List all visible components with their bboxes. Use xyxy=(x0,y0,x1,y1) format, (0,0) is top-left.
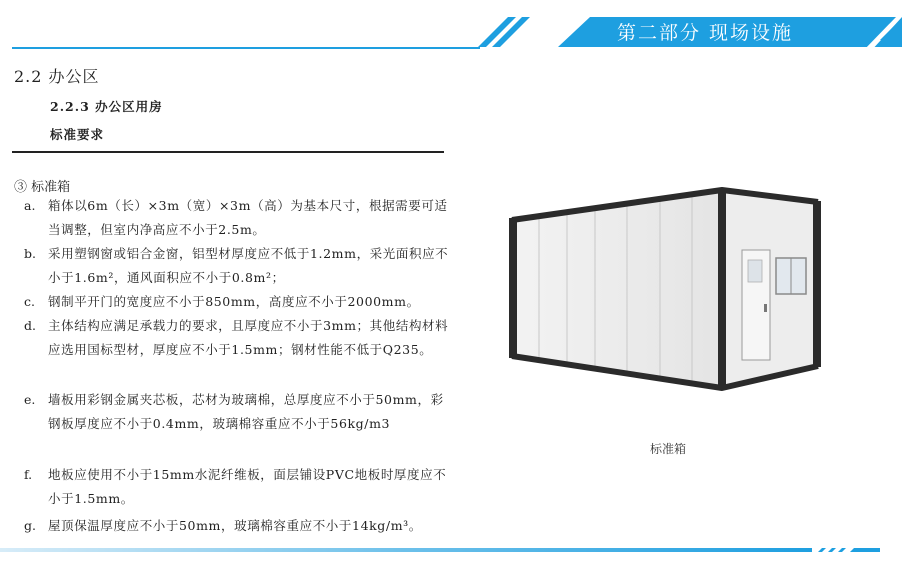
footer-tick-1 xyxy=(818,548,826,552)
list-text: 主体结构应满足承载力的要求，且厚度应不小于3mm；其他结构材料应选用国标型材，厚度应不小于1.5mm；钢材性能不低于Q235。 xyxy=(48,318,449,357)
figure-caption: 标准箱 xyxy=(649,442,686,456)
list-text: 屋顶保温厚度应不小于50mm，玻璃棉容重应不小于14kg/m³。 xyxy=(48,518,422,533)
subsection-title: 2.2.3 办公区用房 xyxy=(50,99,163,114)
container-image xyxy=(500,180,840,410)
list-marker: e. xyxy=(24,392,36,407)
list-item xyxy=(24,314,450,362)
list-marker: g. xyxy=(24,518,36,533)
list-text: 钢制平开门的宽度应不小于850mm，高度应不小于2000mm。 xyxy=(48,294,420,309)
list-marker: c. xyxy=(24,294,35,309)
list-text: 箱体以6m（长）×3m（宽）×3m（高）为基本尺寸，根据需要可适当调整，但室内净高应不小于2.5m。 xyxy=(48,198,448,237)
list-marker: f. xyxy=(24,467,33,482)
list-marker: b. xyxy=(24,246,36,261)
list-item xyxy=(24,463,450,511)
section-title: 2.2 办公区 xyxy=(14,67,100,86)
list-item xyxy=(24,514,450,538)
list-text: 地板应使用不小于15mm水泥纤维板，面层铺设PVC地板时厚度应不小于1.5mm。 xyxy=(48,467,447,506)
list-text: 墙板用彩钢金属夹芯板，芯材为玻璃棉，总厚度应不小于50mm，彩钢板厚度应不小于0.4mm，玻璃棉容重应不小于56kg/m3 xyxy=(48,392,444,431)
list-item xyxy=(24,388,450,436)
section-divider xyxy=(12,151,444,153)
requirements-title: 标准要求 xyxy=(50,127,105,142)
list-text: 采用塑钢窗或铝合金窗，铝型材厚度应不低于1.2mm，采光面积应不小于1.6m²，通风面积应不小于0.8m²； xyxy=(48,246,449,285)
footer-band xyxy=(0,543,902,557)
list-item xyxy=(24,194,450,242)
list-marker: d. xyxy=(24,318,36,333)
list-item xyxy=(24,290,450,314)
item-title: ③ 标准箱 xyxy=(14,180,71,195)
list-item xyxy=(24,242,450,290)
list-marker: a. xyxy=(24,198,36,213)
footer-tick-3 xyxy=(838,548,846,552)
part-title: 第二部分 现场设施 xyxy=(616,22,794,44)
footer-tick-2 xyxy=(828,548,836,552)
footer-tail xyxy=(850,548,880,552)
